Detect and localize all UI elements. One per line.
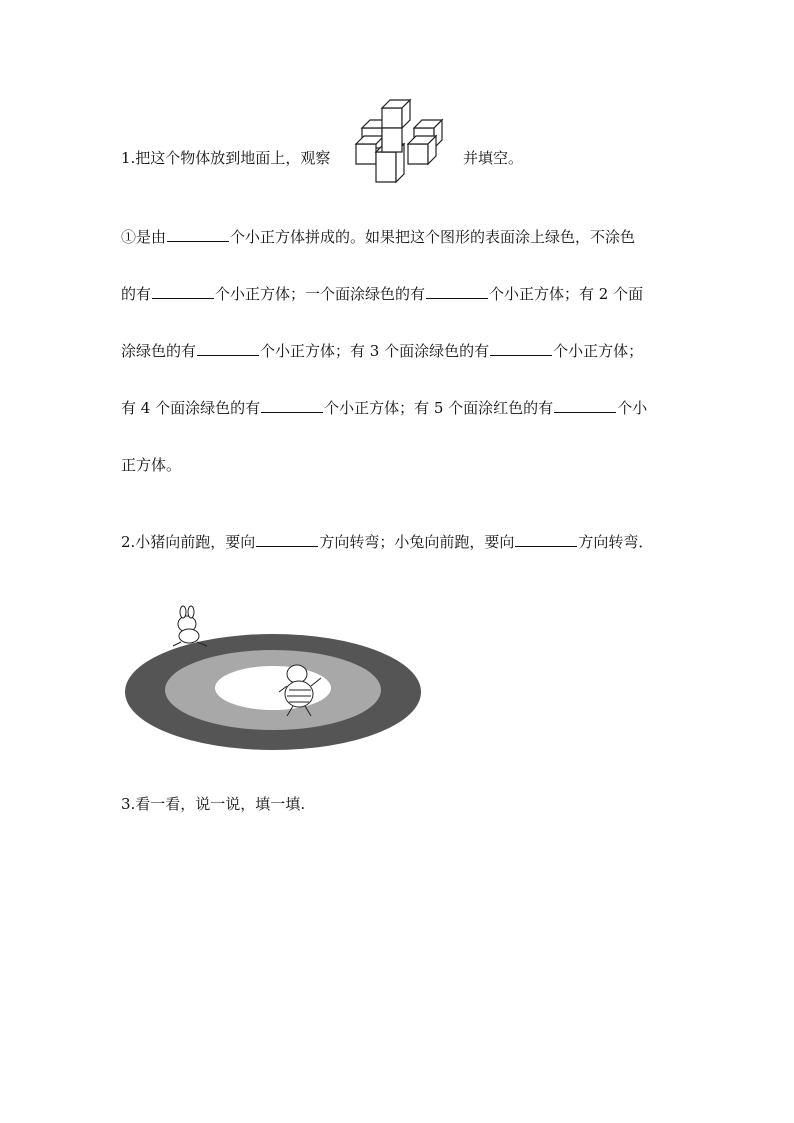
- q1-line2-c: 个小正方体；有 2 个面: [489, 285, 644, 303]
- blank-unpainted[interactable]: [152, 284, 214, 299]
- q1-line-2: [121, 284, 643, 304]
- blank-total-cubes[interactable]: [167, 227, 229, 242]
- q1-line1-b: 个小正方体拼成的。如果把这个图形的表面涂上绿色，不涂色: [230, 228, 636, 246]
- q1-line4-c: 个小: [617, 399, 648, 417]
- q1-line2-a: 的有: [121, 285, 152, 303]
- inner-field: [215, 666, 331, 710]
- q1-intro-line: [121, 148, 330, 168]
- q1-line3-a: 涂绿色的有: [121, 342, 197, 360]
- blank-rabbit-direction[interactable]: [515, 532, 577, 547]
- q1-intro-post: 并填空。: [463, 149, 524, 167]
- q1-line5: 正方体。: [121, 456, 182, 474]
- q1-line-5: [121, 455, 181, 475]
- q1-intro-pre: 1.把这个物体放到地面上，观察: [121, 149, 331, 167]
- q1-intro-post-line: [463, 148, 523, 168]
- q1-line3-b: 个小正方体；有 3 个面涂绿色的有: [260, 342, 490, 360]
- q1-line-4: [121, 398, 647, 418]
- blank-pig-direction[interactable]: [256, 532, 318, 547]
- q1-line1-a: ①是由: [121, 228, 167, 246]
- q1-line3-c: 个小正方体；: [553, 342, 644, 360]
- q1-line4-b: 个小正方体；有 5 个面涂红色的有: [324, 399, 554, 417]
- cube-figure-image: [352, 96, 460, 188]
- blank-four-faces[interactable]: [261, 398, 323, 413]
- q2-part-c: 方向转弯．: [578, 533, 654, 551]
- blank-three-faces[interactable]: [490, 341, 552, 356]
- blank-five-faces[interactable]: [554, 398, 616, 413]
- q3-text: 3.看一看，说一说，填一填.: [121, 795, 306, 813]
- q3-line: [121, 794, 305, 814]
- q2-line: [121, 532, 653, 552]
- q1-line4-a: 有 4 个面涂绿色的有: [121, 399, 261, 417]
- q2-part-b: 方向转弯；小兔向前跑，要向: [319, 533, 515, 551]
- q2-part-a: 2.小猪向前跑，要向: [121, 533, 256, 551]
- q1-line-1: [121, 227, 635, 247]
- q1-line-3: [121, 341, 643, 361]
- running-track-image: [121, 602, 423, 752]
- blank-two-faces[interactable]: [197, 341, 259, 356]
- blank-one-face[interactable]: [426, 284, 488, 299]
- q1-line2-b: 个小正方体；一个面涂绿色的有: [215, 285, 426, 303]
